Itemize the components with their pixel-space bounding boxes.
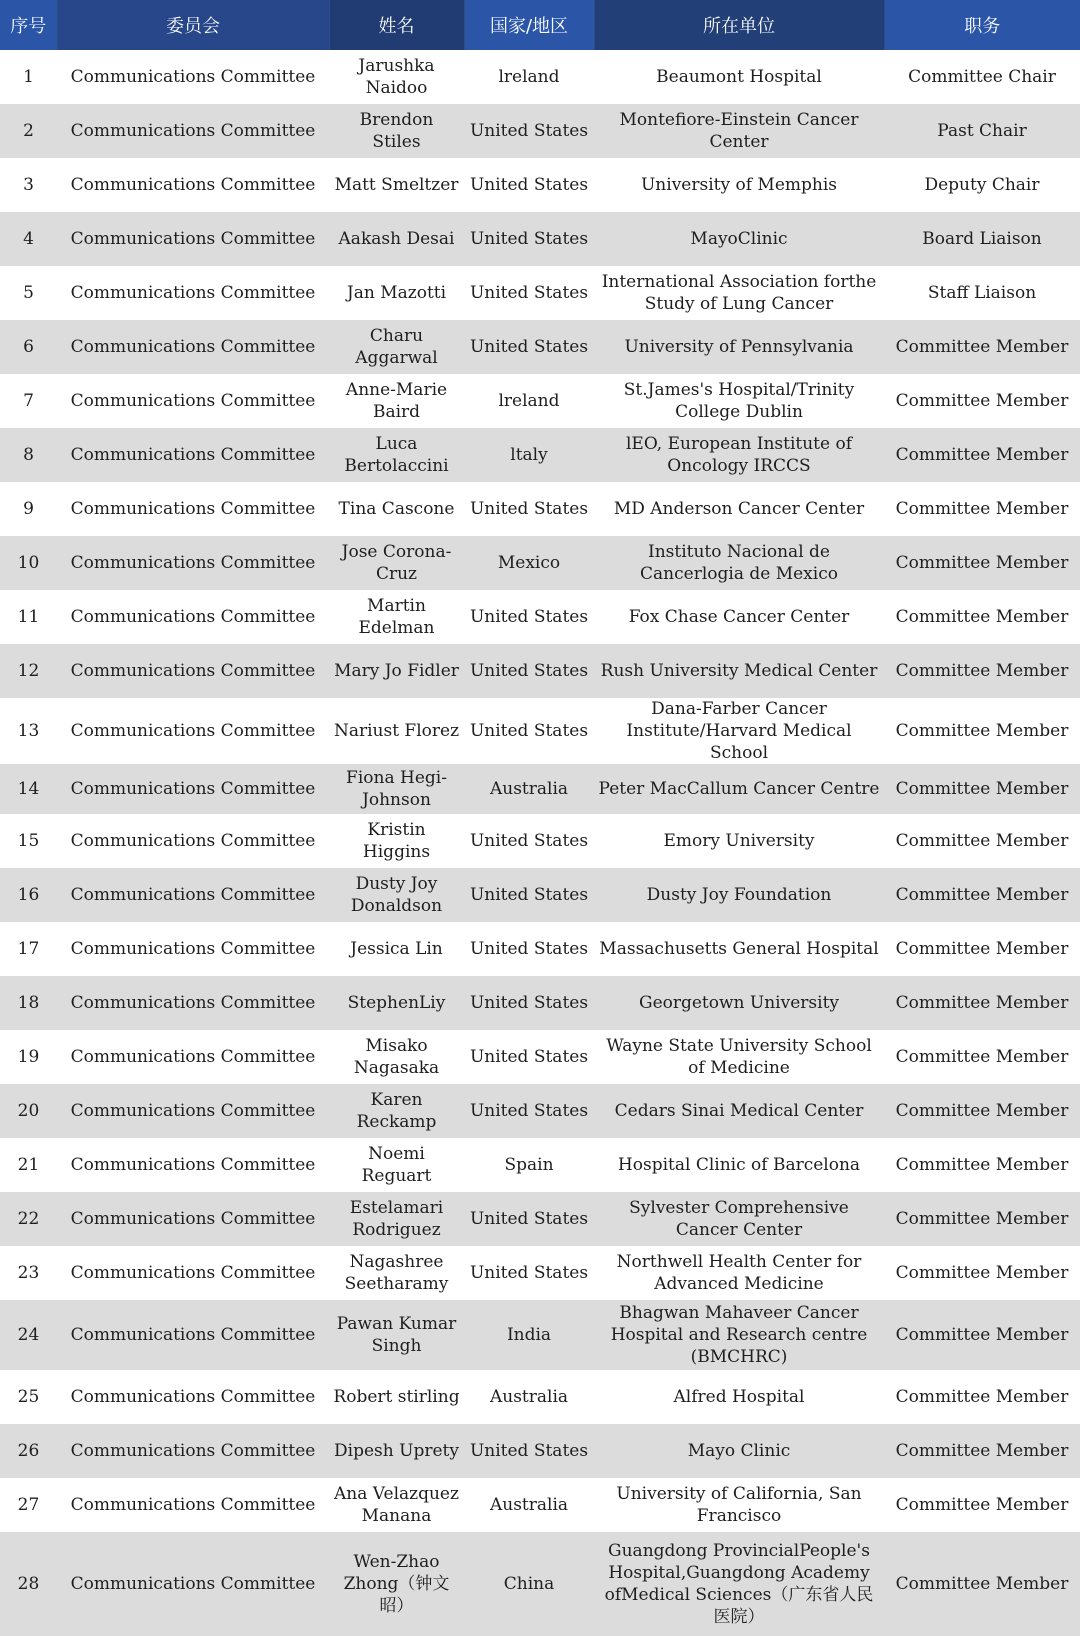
cell-name: Jan Mazotti xyxy=(329,266,464,320)
cell-no: 15 xyxy=(0,814,57,868)
cell-country: lreland xyxy=(464,374,594,428)
cell-no: 13 xyxy=(0,698,57,764)
cell-name: Misako Nagasaka xyxy=(329,1030,464,1084)
header-no: 序号 xyxy=(0,0,57,50)
cell-institution: Sylvester Comprehensive Cancer Center xyxy=(594,1192,884,1246)
cell-institution: Dusty Joy Foundation xyxy=(594,868,884,922)
cell-country: Spain xyxy=(464,1138,594,1192)
cell-country: United States xyxy=(464,266,594,320)
cell-role: Committee Member xyxy=(884,814,1080,868)
cell-institution: Dana-Farber Cancer Institute/Harvard Medical School xyxy=(594,698,884,764)
cell-country: United States xyxy=(464,922,594,976)
table-row xyxy=(0,814,1080,868)
cell-country: Mexico xyxy=(464,536,594,590)
cell-committee: Communications Committee xyxy=(57,428,329,482)
cell-role: Committee Member xyxy=(884,1192,1080,1246)
table-row xyxy=(0,698,1080,764)
cell-country: United States xyxy=(464,698,594,764)
cell-name: Jose Corona-Cruz xyxy=(329,536,464,590)
cell-country: India xyxy=(464,1300,594,1370)
table-row xyxy=(0,1300,1080,1370)
cell-committee: Communications Committee xyxy=(57,212,329,266)
cell-role: Committee Member xyxy=(884,1532,1080,1636)
table-row xyxy=(0,158,1080,212)
cell-name: Luca Bertolaccini xyxy=(329,428,464,482)
cell-institution: Guangdong ProvincialPeople's Hospital,Guangdong Academy ofMedical Sciences（广东省人民医院） xyxy=(594,1532,884,1636)
cell-institution: Rush University Medical Center xyxy=(594,644,884,698)
cell-institution: Massachusetts General Hospital xyxy=(594,922,884,976)
cell-committee: Communications Committee xyxy=(57,1532,329,1636)
header-country: 国家/地区 xyxy=(464,0,594,50)
cell-institution: University of Pennsylvania xyxy=(594,320,884,374)
cell-role: Committee Member xyxy=(884,1300,1080,1370)
cell-country: ltaly xyxy=(464,428,594,482)
cell-no: 12 xyxy=(0,644,57,698)
table-row xyxy=(0,104,1080,158)
cell-institution: Beaumont Hospital xyxy=(594,50,884,104)
cell-institution: lEO, European Institute of Oncology IRCCS xyxy=(594,428,884,482)
table-row xyxy=(0,1370,1080,1424)
cell-role: Committee Member xyxy=(884,1246,1080,1300)
cell-country: United States xyxy=(464,976,594,1030)
cell-no: 24 xyxy=(0,1300,57,1370)
cell-country: lreland xyxy=(464,50,594,104)
table-row xyxy=(0,590,1080,644)
cell-role: Committee Member xyxy=(884,1138,1080,1192)
cell-role: Committee Member xyxy=(884,590,1080,644)
cell-no: 19 xyxy=(0,1030,57,1084)
cell-name: Kristin Higgins xyxy=(329,814,464,868)
cell-name: Noemi Reguart xyxy=(329,1138,464,1192)
cell-committee: Communications Committee xyxy=(57,1424,329,1478)
table-row xyxy=(0,428,1080,482)
cell-role: Committee Member xyxy=(884,428,1080,482)
cell-committee: Communications Committee xyxy=(57,644,329,698)
cell-country: Australia xyxy=(464,764,594,814)
cell-institution: Alfred Hospital xyxy=(594,1370,884,1424)
cell-country: China xyxy=(464,1532,594,1636)
cell-committee: Communications Committee xyxy=(57,1300,329,1370)
cell-name: Robert stirling xyxy=(329,1370,464,1424)
cell-institution: Wayne State University School of Medicine xyxy=(594,1030,884,1084)
table-row xyxy=(0,50,1080,104)
cell-no: 2 xyxy=(0,104,57,158)
table-row xyxy=(0,764,1080,814)
cell-no: 6 xyxy=(0,320,57,374)
cell-committee: Communications Committee xyxy=(57,536,329,590)
cell-no: 5 xyxy=(0,266,57,320)
cell-institution: Bhagwan Mahaveer Cancer Hospital and Research centre (BMCHRC) xyxy=(594,1300,884,1370)
cell-role: Committee Member xyxy=(884,764,1080,814)
cell-name: Estelamari Rodriguez xyxy=(329,1192,464,1246)
cell-institution: Northwell Health Center for Advanced Medicine xyxy=(594,1246,884,1300)
table-row xyxy=(0,1478,1080,1532)
cell-no: 7 xyxy=(0,374,57,428)
table-row xyxy=(0,1532,1080,1636)
cell-institution: Peter MacCallum Cancer Centre xyxy=(594,764,884,814)
cell-institution: St.James's Hospital/Trinity College Dublin xyxy=(594,374,884,428)
cell-country: United States xyxy=(464,482,594,536)
cell-role: Committee Member xyxy=(884,1370,1080,1424)
table-row xyxy=(0,536,1080,590)
cell-institution: Instituto Nacional de Cancerlogia de Mexico xyxy=(594,536,884,590)
cell-role: Deputy Chair xyxy=(884,158,1080,212)
table-body xyxy=(0,50,1080,1636)
cell-institution: University of California, San Francisco xyxy=(594,1478,884,1532)
cell-name: Matt Smeltzer xyxy=(329,158,464,212)
table-row xyxy=(0,1424,1080,1478)
cell-name: Karen Reckamp xyxy=(329,1084,464,1138)
cell-no: 26 xyxy=(0,1424,57,1478)
cell-country: United States xyxy=(464,590,594,644)
cell-no: 3 xyxy=(0,158,57,212)
cell-committee: Communications Committee xyxy=(57,1478,329,1532)
cell-committee: Communications Committee xyxy=(57,1030,329,1084)
cell-name: Jarushka Naidoo xyxy=(329,50,464,104)
cell-committee: Communications Committee xyxy=(57,482,329,536)
cell-no: 1 xyxy=(0,50,57,104)
cell-name: Brendon Stiles xyxy=(329,104,464,158)
cell-institution: Mayo Clinic xyxy=(594,1424,884,1478)
cell-country: United States xyxy=(464,158,594,212)
table-row xyxy=(0,482,1080,536)
cell-role: Committee Chair xyxy=(884,50,1080,104)
cell-no: 4 xyxy=(0,212,57,266)
cell-country: United States xyxy=(464,212,594,266)
cell-committee: Communications Committee xyxy=(57,50,329,104)
table-row xyxy=(0,1030,1080,1084)
table-row xyxy=(0,320,1080,374)
cell-name: Dipesh Uprety xyxy=(329,1424,464,1478)
cell-role: Committee Member xyxy=(884,1084,1080,1138)
cell-name: Fiona Hegi-Johnson xyxy=(329,764,464,814)
cell-committee: Communications Committee xyxy=(57,1192,329,1246)
cell-institution: Fox Chase Cancer Center xyxy=(594,590,884,644)
cell-role: Committee Member xyxy=(884,536,1080,590)
header-role: 职务 xyxy=(884,0,1080,50)
cell-committee: Communications Committee xyxy=(57,764,329,814)
cell-country: United States xyxy=(464,320,594,374)
cell-no: 28 xyxy=(0,1532,57,1636)
cell-role: Committee Member xyxy=(884,698,1080,764)
cell-institution: Emory University xyxy=(594,814,884,868)
cell-committee: Communications Committee xyxy=(57,1246,329,1300)
cell-institution: International Association forthe Study of Lung Cancer xyxy=(594,266,884,320)
cell-name: Nagashree Seetharamy xyxy=(329,1246,464,1300)
cell-no: 18 xyxy=(0,976,57,1030)
cell-role: Committee Member xyxy=(884,320,1080,374)
cell-committee: Communications Committee xyxy=(57,1370,329,1424)
cell-no: 27 xyxy=(0,1478,57,1532)
cell-name: Tina Cascone xyxy=(329,482,464,536)
cell-committee: Communications Committee xyxy=(57,266,329,320)
cell-committee: Communications Committee xyxy=(57,374,329,428)
cell-name: Pawan Kumar Singh xyxy=(329,1300,464,1370)
cell-committee: Communications Committee xyxy=(57,868,329,922)
table-row xyxy=(0,1192,1080,1246)
cell-committee: Communications Committee xyxy=(57,922,329,976)
cell-no: 22 xyxy=(0,1192,57,1246)
cell-name: Dusty Joy Donaldson xyxy=(329,868,464,922)
cell-role: Committee Member xyxy=(884,1478,1080,1532)
cell-institution: University of Memphis xyxy=(594,158,884,212)
header-committee: 委员会 xyxy=(57,0,329,50)
cell-committee: Communications Committee xyxy=(57,1084,329,1138)
cell-country: Australia xyxy=(464,1478,594,1532)
cell-committee: Communications Committee xyxy=(57,698,329,764)
table-row xyxy=(0,1084,1080,1138)
table-row xyxy=(0,212,1080,266)
header-institution: 所在单位 xyxy=(594,0,884,50)
cell-committee: Communications Committee xyxy=(57,1138,329,1192)
cell-country: United States xyxy=(464,644,594,698)
cell-country: United States xyxy=(464,1246,594,1300)
table-row xyxy=(0,976,1080,1030)
cell-no: 9 xyxy=(0,482,57,536)
cell-name: Martin Edelman xyxy=(329,590,464,644)
cell-role: Committee Member xyxy=(884,644,1080,698)
cell-institution: MD Anderson Cancer Center xyxy=(594,482,884,536)
cell-country: Australia xyxy=(464,1370,594,1424)
cell-role: Committee Member xyxy=(884,976,1080,1030)
cell-no: 25 xyxy=(0,1370,57,1424)
cell-role: Committee Member xyxy=(884,374,1080,428)
cell-role: Board Liaison xyxy=(884,212,1080,266)
table-row xyxy=(0,374,1080,428)
cell-committee: Communications Committee xyxy=(57,814,329,868)
cell-country: United States xyxy=(464,1424,594,1478)
cell-country: United States xyxy=(464,1192,594,1246)
cell-committee: Communications Committee xyxy=(57,104,329,158)
cell-no: 11 xyxy=(0,590,57,644)
cell-name: Aakash Desai xyxy=(329,212,464,266)
cell-country: United States xyxy=(464,814,594,868)
cell-no: 10 xyxy=(0,536,57,590)
cell-country: United States xyxy=(464,104,594,158)
cell-name: Wen-Zhao Zhong（钟文昭） xyxy=(329,1532,464,1636)
cell-country: United States xyxy=(464,1084,594,1138)
cell-committee: Communications Committee xyxy=(57,320,329,374)
cell-name: Ana Velazquez Manana xyxy=(329,1478,464,1532)
cell-no: 17 xyxy=(0,922,57,976)
cell-institution: Cedars Sinai Medical Center xyxy=(594,1084,884,1138)
cell-institution: Hospital Clinic of Barcelona xyxy=(594,1138,884,1192)
cell-institution: Montefiore-Einstein Cancer Center xyxy=(594,104,884,158)
cell-no: 8 xyxy=(0,428,57,482)
cell-country: United States xyxy=(464,868,594,922)
header-row xyxy=(0,0,1080,50)
cell-name: Nariust Florez xyxy=(329,698,464,764)
cell-role: Committee Member xyxy=(884,922,1080,976)
cell-name: Mary Jo Fidler xyxy=(329,644,464,698)
cell-role: Past Chair xyxy=(884,104,1080,158)
cell-role: Staff Liaison xyxy=(884,266,1080,320)
cell-no: 23 xyxy=(0,1246,57,1300)
cell-no: 21 xyxy=(0,1138,57,1192)
cell-institution: Georgetown University xyxy=(594,976,884,1030)
cell-name: Charu Aggarwal xyxy=(329,320,464,374)
header-name: 姓名 xyxy=(329,0,464,50)
cell-committee: Communications Committee xyxy=(57,158,329,212)
cell-name: StephenLiy xyxy=(329,976,464,1030)
table-row xyxy=(0,1246,1080,1300)
table-row xyxy=(0,922,1080,976)
table-row xyxy=(0,266,1080,320)
cell-no: 14 xyxy=(0,764,57,814)
cell-institution: MayoClinic xyxy=(594,212,884,266)
cell-role: Committee Member xyxy=(884,1030,1080,1084)
cell-role: Committee Member xyxy=(884,868,1080,922)
table-row xyxy=(0,1138,1080,1192)
cell-committee: Communications Committee xyxy=(57,976,329,1030)
cell-role: Committee Member xyxy=(884,482,1080,536)
cell-no: 20 xyxy=(0,1084,57,1138)
cell-committee: Communications Committee xyxy=(57,590,329,644)
table-row xyxy=(0,868,1080,922)
cell-name: Anne-Marie Baird xyxy=(329,374,464,428)
cell-role: Committee Member xyxy=(884,1424,1080,1478)
cell-name: Jessica Lin xyxy=(329,922,464,976)
table-row xyxy=(0,644,1080,698)
cell-no: 16 xyxy=(0,868,57,922)
cell-country: United States xyxy=(464,1030,594,1084)
